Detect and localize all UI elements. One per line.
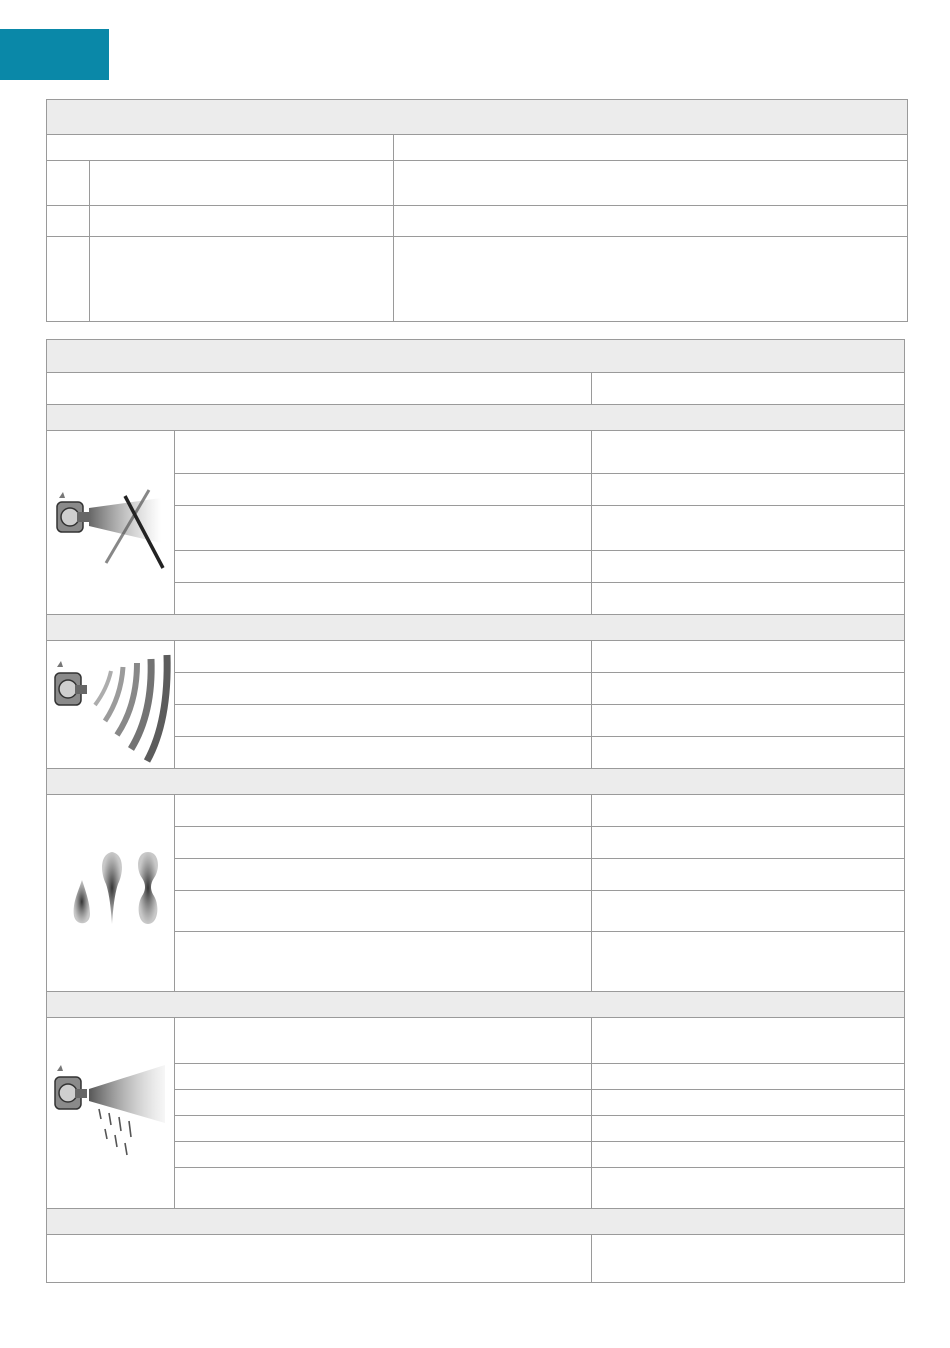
section-header-cell	[47, 405, 905, 431]
table-row	[47, 1116, 905, 1142]
table-row	[47, 1018, 905, 1064]
row-number-cell	[47, 237, 90, 322]
cause-cell	[175, 1064, 592, 1090]
remedy-cell	[592, 1168, 905, 1209]
dripping-spray-gun-icon	[49, 1043, 173, 1183]
table-row	[47, 1064, 905, 1090]
section-header-cell	[47, 769, 905, 795]
cause-cell	[175, 795, 592, 827]
cause-cell	[175, 583, 592, 615]
table-row	[47, 795, 905, 827]
section-header-row	[47, 615, 905, 641]
row-label-cell	[90, 237, 394, 322]
main-table-title-cell	[47, 340, 905, 373]
troubleshooting-table	[46, 339, 905, 1283]
cause-cell	[175, 891, 592, 932]
remedy-cell	[592, 474, 905, 506]
main-table-header-right	[592, 373, 905, 405]
table-row	[47, 673, 905, 705]
cause-cell	[175, 551, 592, 583]
top-table-header-left	[47, 135, 394, 161]
table-row	[47, 474, 905, 506]
table-row	[47, 506, 905, 551]
cause-cell	[175, 431, 592, 474]
remedy-cell	[592, 1142, 905, 1168]
row-number-cell	[47, 206, 90, 237]
section-header-cell	[47, 1209, 905, 1235]
remedy-cell	[592, 551, 905, 583]
table-row	[47, 1235, 905, 1283]
row-number-cell	[47, 161, 90, 206]
cause-cell	[175, 705, 592, 737]
row-label-cell	[90, 206, 394, 237]
spray-patterns-illustration-cell	[47, 795, 175, 992]
remedy-cell	[592, 859, 905, 891]
cause-cell	[175, 474, 592, 506]
main-table-column-header-row	[47, 373, 905, 405]
wave-spray-illustration-cell	[47, 641, 175, 769]
row-value-cell	[394, 237, 908, 322]
remedy-cell	[592, 705, 905, 737]
table-row	[47, 1142, 905, 1168]
table-row	[47, 551, 905, 583]
table-row	[47, 1168, 905, 1209]
cause-cell	[175, 737, 592, 769]
remedy-cell	[592, 1064, 905, 1090]
crossed-spray-gun-icon	[51, 468, 171, 578]
remedy-cell	[592, 1116, 905, 1142]
table-row	[47, 932, 905, 992]
section-header-row	[47, 405, 905, 431]
remedy-cell	[592, 1090, 905, 1116]
cause-cell	[175, 1018, 592, 1064]
table-row	[47, 161, 908, 206]
remedy-cell	[592, 827, 905, 859]
crossed-spray-illustration-cell	[47, 431, 175, 615]
main-table-header-left	[47, 373, 592, 405]
row-value-cell	[394, 206, 908, 237]
remedy-cell	[592, 583, 905, 615]
remedy-cell	[592, 737, 905, 769]
table-row	[47, 206, 908, 237]
cause-cell	[175, 1142, 592, 1168]
cause-cell	[175, 506, 592, 551]
top-table-header-right	[394, 135, 908, 161]
section-header-cell	[47, 615, 905, 641]
spray-pattern-shapes-icon	[56, 828, 166, 958]
cause-cell	[175, 1168, 592, 1209]
cause-cell	[175, 1090, 592, 1116]
table-row	[47, 583, 905, 615]
remedy-cell	[592, 891, 905, 932]
remedy-cell	[592, 1018, 905, 1064]
top-table-column-header-row	[47, 135, 908, 161]
top-table-title-row	[47, 100, 908, 135]
section-header-row	[47, 992, 905, 1018]
table-row	[47, 737, 905, 769]
section-header-cell	[47, 992, 905, 1018]
cause-cell	[175, 641, 592, 673]
table-row	[47, 827, 905, 859]
remedy-cell	[592, 932, 905, 992]
section-header-row	[47, 769, 905, 795]
row-label-cell	[90, 161, 394, 206]
table-row	[47, 891, 905, 932]
remedy-cell	[592, 506, 905, 551]
remedy-cell	[592, 1235, 905, 1283]
main-table-title-row	[47, 340, 905, 373]
cause-cell	[175, 673, 592, 705]
table-row	[47, 431, 905, 474]
top-table	[46, 99, 908, 322]
cause-cell	[47, 1235, 592, 1283]
dripping-spray-illustration-cell	[47, 1018, 175, 1209]
cause-cell	[175, 827, 592, 859]
row-value-cell	[394, 161, 908, 206]
remedy-cell	[592, 431, 905, 474]
remedy-cell	[592, 795, 905, 827]
table-row	[47, 859, 905, 891]
table-row	[47, 705, 905, 737]
wave-spray-gun-icon	[49, 645, 173, 765]
section-tab-marker	[0, 29, 109, 80]
table-row	[47, 237, 908, 322]
cause-cell	[175, 859, 592, 891]
remedy-cell	[592, 641, 905, 673]
section-header-row	[47, 1209, 905, 1235]
table-row	[47, 641, 905, 673]
cause-cell	[175, 1116, 592, 1142]
cause-cell	[175, 932, 592, 992]
top-table-title-cell	[47, 100, 908, 135]
remedy-cell	[592, 673, 905, 705]
table-row	[47, 1090, 905, 1116]
